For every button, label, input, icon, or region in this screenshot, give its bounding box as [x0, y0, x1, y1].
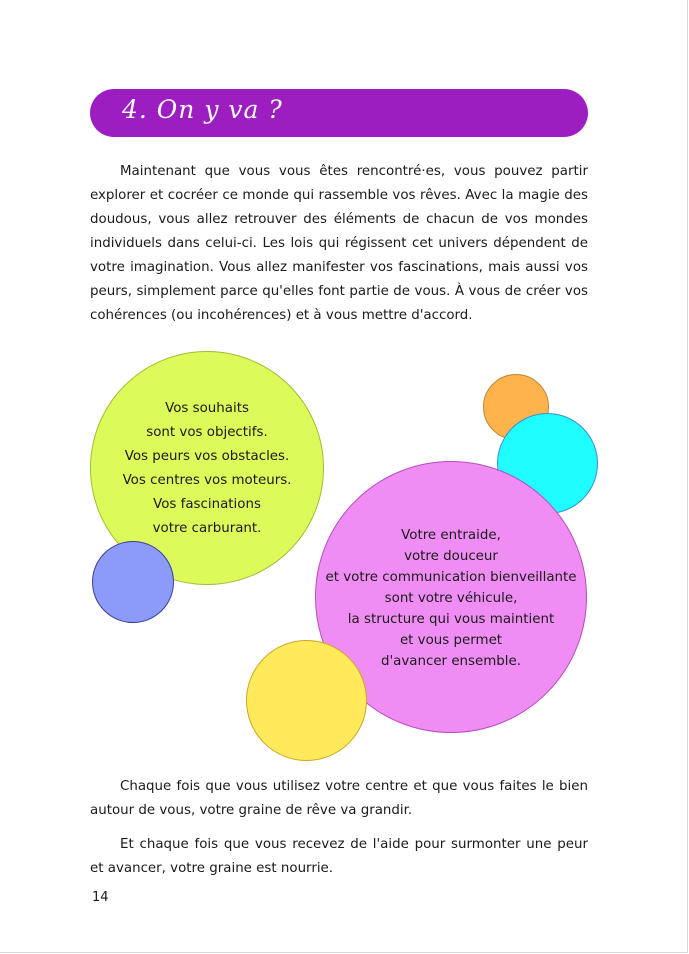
pink-circle-line: votre douceur — [404, 549, 498, 564]
green-circle-line: Vos souhaits — [165, 401, 249, 416]
green-circle-text — [110, 397, 304, 541]
page-number: 14 — [92, 890, 109, 905]
intro-paragraph: Maintenant que vous vous êtes rencontré·es, vous pouvez partir explorer et cocréer ce monde qui rassemble vos rêves. Avec la magie des doudous, vous allez retrouver des éléments de chacun de vos mondes individuels dans celui-ci. Les lois qui régissent cet univers dépendent de votre imagination. Vous allez manifester vos fascinations, mais aussi vos peurs, simplement parce qu'elles font partie de vous. À vous de créer vos cohérences (ou incohérences) et à vous mettre d'accord. — [90, 164, 588, 323]
section-title-bar — [90, 89, 588, 137]
pink-circle-line: Votre entraide, — [401, 528, 501, 543]
outro-paragraph-2: Et chaque fois que vous recevez de l'aide pour surmonter une peur et avancer, votre graine est nourrie. — [90, 837, 588, 876]
green-circle-line: sont vos objectifs. — [146, 425, 268, 440]
section-title: 4. On y va ? — [122, 95, 283, 124]
pink-circle-text — [318, 525, 584, 672]
pink-circle-line: la structure qui vous maintient — [347, 612, 555, 627]
green-circle-line: Vos fascinations — [153, 497, 261, 512]
pink-circle-line: d'avancer ensemble. — [380, 654, 522, 669]
pink-circle-line: et vous permet — [399, 633, 503, 648]
green-circle-line: Vos centres vos moteurs. — [122, 473, 292, 488]
green-circle-line: votre carburant. — [152, 521, 262, 536]
pink-circle-line: sont votre véhicule, — [384, 591, 518, 606]
pink-circle-line: et votre communication bienveillante — [325, 570, 577, 585]
blue-circle — [92, 541, 174, 623]
outro-paragraph-1: Chaque fois que vous utilisez votre centre et que vous faites le bien autour de vous, votre graine de rêve va grandir. — [90, 779, 588, 818]
green-circle-line: Vos peurs vos obstacles. — [124, 449, 290, 464]
